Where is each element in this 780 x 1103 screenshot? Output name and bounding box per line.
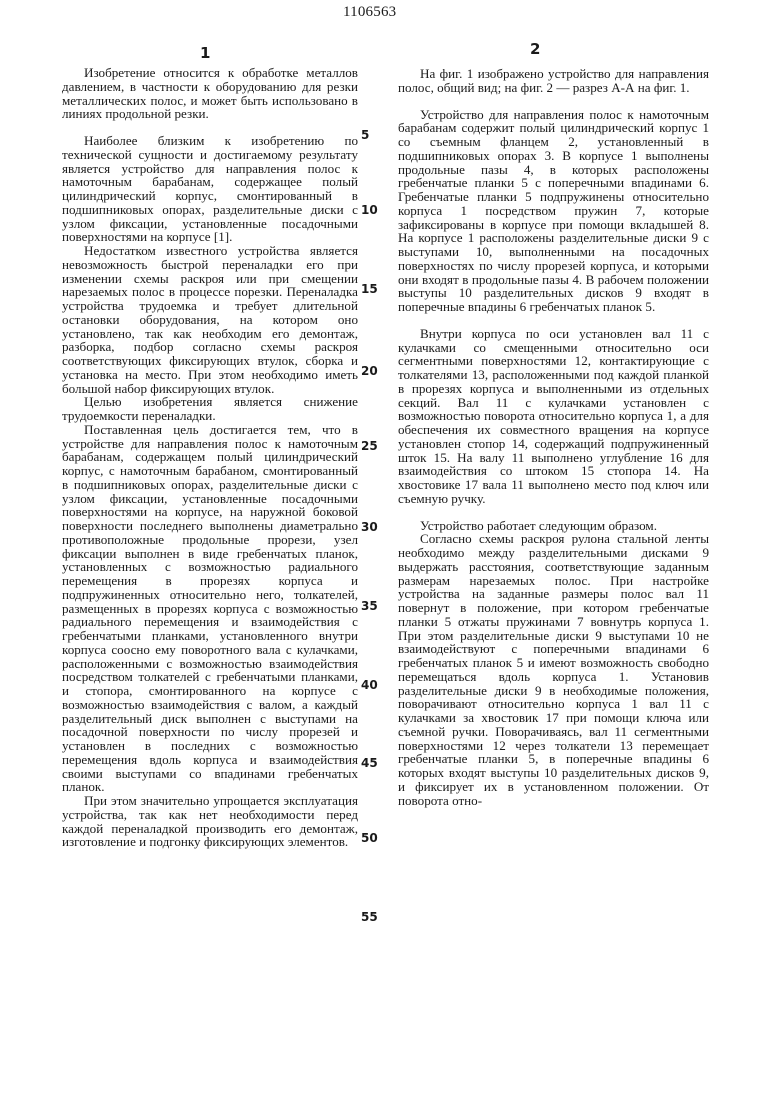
paragraph: Поставленная цель достигается тем, что в устройстве для направления полос к намоточным барабанам, содержащем полый цилиндрический корпус, с намоточным барабаном, смонтированный в подшипниковых опорах, разделительные диски с узлом фиксации, установленные посадочными поверхностями на корпусе, на наружной боковой поверхности последнего выполнены диаметрально противоположные продольные прорези, узел фиксации выполнен в виде гребенчатых планок, установленных с возможностью радиального перемещения в прорезях корпуса и подпружиненных относительно него, толкателей, размещенных в прорезях корпуса с возможностью радиального перемещения и взаимодействия с гребенчатыми планками, установленного внутри корпуса соосно ему поворотного вала с кулачками, расположенными с возможностью взаимодействия посредством толкателей с гребенчатыми планками, и стопора, смонтированного на корпусе с возможностью взаимодействия с валом, а каждый разделительный диск выполнен с выступами на посадочной поверхности по числу прорезей и установлен в последних с возможностью перемещения вдоль корпуса и взаимодействия своими выступами со впадинами гребенчатых планок. (62, 423, 358, 794)
line-number: 20 (361, 364, 378, 378)
line-number: 50 (361, 831, 378, 845)
paragraph: Устройство работает следующим образом. (398, 519, 709, 533)
line-number: 30 (361, 520, 378, 534)
right-column (398, 67, 709, 807)
line-number: 45 (361, 756, 378, 770)
paragraph: Согласно схемы раскроя рулона стальной ленты необходимо между разделительными дисками 9 выдержать расстояния, соответствующие заданным размерам нарезаемых полос. При настройке устройства на заданные размеры полос вал 11 повернут в положение, при котором гребенчатые планки 5 отжаты пружинами 7 вовнутрь корпуса 1. При этом разделительные диски 9 выступами 10 не взаимодействуют с поперечными впадинами 6 гребенчатых планок 5 и имеют возможность свободно перемещаться вдоль корпуса 1. Установив разделительные диски 9 в необходимые положения, поворачивают относительно корпуса 1 вал 11 с кулачками за хвостовик 17 при помощи ключа или съемной ручки. Поворачиваясь, вал 11 сегментными поверхностями 12 через толкатели 13 перемещает гребенчатые планки 5, в поперечные впадины 6 которых входят выступы 10 разделительных дисков 9, и фиксирует их в установленном положении. От поворота отно- (398, 532, 709, 807)
line-number: 55 (361, 910, 378, 924)
left-column (62, 66, 358, 849)
paragraph: Устройство для направления полос к намоточным барабанам содержит полый цилиндрический корпус 1 со съемным фланцем 2, установленный в подшипниковых опорах 3. В корпусе 1 выполнены продольные пазы 4, в которых расположены гребенчатые планки 5 с поперечными впадинами 6. Гребенчатые планки 5 подпружинены относительно корпуса 1 посредством пружин 7, которые зафиксированы в корпусе при помощи вкладышей 8. На корпусе 1 расположены разделительные диски 9 с выступами 10, выполненными на посадочных поверхностях по числу прорезей корпуса, и которыми они входят в продольные пазы 4. В рабочем положении выступы 10 разделительных дисков 9 входят в поперечные впадины 6 гребенчатых планок 5. (398, 108, 709, 314)
paragraph: На фиг. 1 изображено устройство для направления полос, общий вид; на фиг. 2 — разрез А-А на фиг. 1. (398, 67, 709, 95)
paragraph: Целью изобретения является снижение трудоемкости переналадки. (62, 395, 358, 423)
paragraph: Наиболее близким к изобретению по технической сущности и достигаемому результату является устройство для направления полос к намоточным барабанам, содержащее полый цилиндрический корпус, смонтированный в подшипниковых опорах, разделительные диски с узлом фиксации, установленные посадочными поверхностями на корпусе [1]. (62, 134, 358, 244)
line-number: 40 (361, 678, 378, 692)
column-number-right: 2 (530, 40, 540, 58)
paragraph: При этом значительно упрощается эксплуатация устройства, так как нет необходимости перед каждой переналадкой производить его демонтаж, изготовление и подгонку фиксирующих элементов. (62, 794, 358, 849)
line-number: 25 (361, 439, 378, 453)
patent-number: 1106563 (343, 4, 396, 21)
line-number: 35 (361, 599, 378, 613)
column-number-left: 1 (200, 44, 210, 62)
line-number: 15 (361, 282, 378, 296)
paragraph: Изобретение относится к обработке металлов давлением, в частности к оборудованию для резки металлических полос, и может быть использовано в линиях продольной резки. (62, 66, 358, 121)
line-number: 10 (361, 203, 378, 217)
paragraph: Недостатком известного устройства является невозможность быстрой переналадки его при изменении схемы раскроя или при смещении нарезаемых полос в процессе порезки. Переналадка устройства трудоемка и требует длительной остановки оборудования, на котором оно установлено, так как необходим его демонтаж, разборка, подбор согласно схемы раскроя соответствующих фиксирующих втулок, сборка и установка на место. При этом необходимо иметь большой набор фиксирующих втулок. (62, 244, 358, 395)
paragraph: Внутри корпуса по оси установлен вал 11 с кулачками со смещенными относительно оси сегментными поверхностями 12, контактирующие с толкателями 13, расположенными под каждой планкой в прорезях корпуса и выполненными из отдельных секций. Вал 11 с кулачками установлен с возможностью поворота относительно корпуса 1, а для обеспечения их совместного вращения на корпусе установлен стопор 14, содержащий подпружиненный шток 15. На валу 11 выполнено углубление 16 для взаимодействия со штоком 15 стопора 14. На хвостовике 17 вала 11 выполнено место под ключ или съемную ручку. (398, 327, 709, 506)
line-number: 5 (361, 128, 369, 142)
